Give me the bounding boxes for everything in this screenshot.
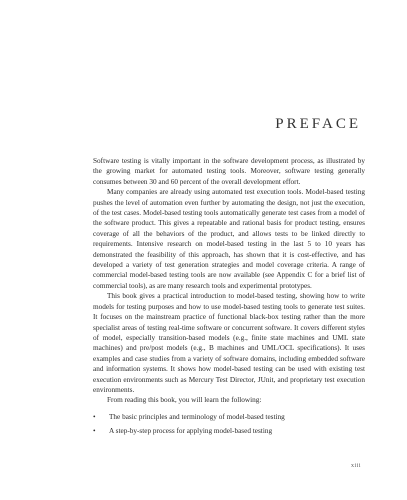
page-title: PREFACE xyxy=(275,116,361,132)
preface-body xyxy=(93,156,365,440)
list-item xyxy=(93,426,365,436)
list-item-text: A step-by-step process for applying model-based testing xyxy=(109,426,273,435)
bullet-icon: • xyxy=(93,426,96,435)
bullet-icon: • xyxy=(93,412,96,421)
list-item-text: The basic principles and terminology of model-based testing xyxy=(109,412,285,421)
paragraph-3: This book gives a practical introduction to model-based testing, showing how to write models for testing purposes and how to use model-based testing tools to generate test suites. It focuses on the mainstream practice of functional black-box testing rather than the more specialist areas of testing real-time software or concurrent software. It covers different styles of model, especially transition-based models (e.g., finite state machines and UML state machines) and pre/post models (e.g., B machines and UML/OCL specifications). It uses examples and case studies from a variety of software domains, including embedded software and information systems. It shows how model-based testing can be used with existing test execution environments such as Mercury Test Director, JUnit, and proprietary test execution environments. xyxy=(93,292,365,394)
page-number: xiii xyxy=(350,463,361,469)
paragraph-2: Many companies are already using automated test execution tools. Model-based testing pushes the level of automation even further by automating the design, not just the execution, of the test cases. Model-based testing tools automatically generate test cases from a model of the software product. This gives a repeatable and rational basis for product testing, ensures coverage of all the behaviors of the product, and allows tests to be linked directly to requirements. Intensive research on model-based testing in the last 5 to 10 years has demonstrated the feasibility of this approach, has shown that it is cost-effective, and has developed a variety of test generation strategies and model coverage criteria. A range of commercial model-based testing tools are now available (see Appendix C for a brief list of commercial tools), as are many research tools and experimental prototypes. xyxy=(93,188,365,290)
learning-list xyxy=(93,412,365,436)
paragraph-1: Software testing is vitally important in the software development process, as illustrated by the growing market for automated testing tools. Moreover, software testing generally consumes between 30 and 60 percent of the overall development effort. xyxy=(93,157,365,186)
list-item xyxy=(93,412,365,422)
paragraph-4: From reading this book, you will learn the following: xyxy=(107,396,262,405)
